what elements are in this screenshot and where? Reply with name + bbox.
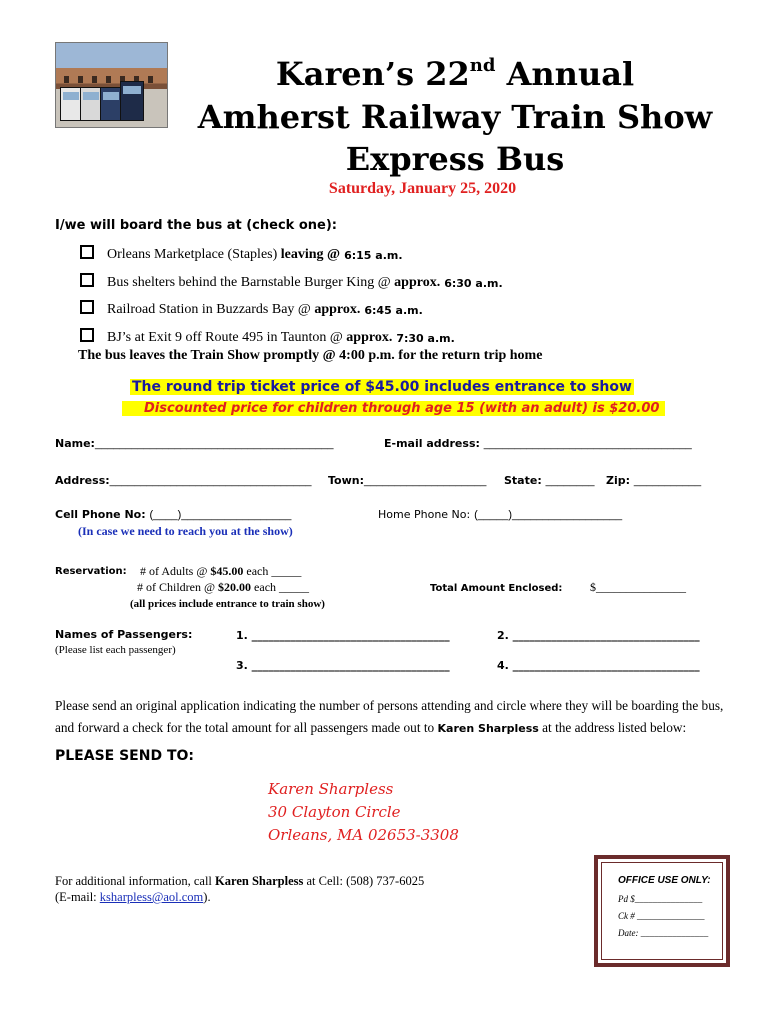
page-title-line3: Express Bus: [345, 140, 565, 178]
checkbox[interactable]: [80, 328, 94, 342]
send-to-heading: PLEASE SEND TO:: [55, 748, 195, 764]
return-note: The bus leaves the Train Show promptly @ 4:00 p.m. for the return trip home: [78, 348, 543, 363]
state-field[interactable]: State: ________: [504, 474, 595, 487]
option-text: Orleans Marketplace (Staples): [107, 247, 278, 262]
adults-row[interactable]: # of Adults @ $45.00 each _____: [140, 564, 302, 578]
option-prefix: approx.: [346, 330, 393, 345]
home-phone-field[interactable]: Home Phone No: (_____)__________________: [378, 508, 623, 521]
photo-detail: [64, 76, 69, 83]
photo-detail: [148, 76, 153, 83]
option-prefix: approx.: [314, 302, 361, 317]
option-prefix: leaving @: [280, 247, 341, 262]
reservation-note: (all prices include entrance to train show): [130, 598, 325, 610]
photo-bus: [60, 87, 82, 121]
cell-note: (In case we need to reach you at the show): [78, 524, 293, 538]
children-row[interactable]: # of Children @ $20.00 each _____: [137, 580, 310, 594]
passengers-label: Names of Passengers:: [55, 628, 193, 641]
town-field[interactable]: Town:____________________: [328, 474, 487, 487]
event-date: Saturday, January 25, 2020: [328, 180, 517, 197]
round-trip-price: The round trip ticket price of $45.00 includes entrance to show: [132, 379, 632, 395]
discount-price: Discounted price for children through age 15 (with an adult) is $20.00: [122, 401, 665, 416]
boarding-option: [80, 302, 423, 318]
office-date: Date: _______________: [618, 928, 709, 938]
office-check: Ck # _______________: [618, 911, 705, 921]
office-paid: Pd $_______________: [618, 894, 703, 904]
passenger-line-1[interactable]: 1. ____________________________________: [236, 629, 450, 642]
checkbox[interactable]: [80, 300, 94, 314]
passenger-line-4[interactable]: 4. __________________________________: [497, 659, 700, 672]
boarding-heading: I/we will board the bus at (check one):: [55, 218, 337, 233]
photo-bus: [120, 81, 144, 121]
option-text: Railroad Station in Buzzards Bay @: [107, 302, 311, 317]
page-title-line2: Amherst Railway Train Show: [197, 98, 713, 136]
reservation-label: Reservation:: [55, 566, 127, 577]
photo-detail: [92, 76, 97, 83]
office-heading: OFFICE USE ONLY:: [618, 875, 711, 886]
checkbox[interactable]: [80, 245, 94, 259]
page-title: Karen’s 22nd Annual: [275, 55, 635, 93]
bus-photo: [55, 42, 168, 128]
address-street: 30 Clayton Circle: [268, 803, 401, 821]
option-prefix: approx.: [394, 275, 441, 290]
cell-phone-field[interactable]: Cell Phone No: (____)__________________: [55, 508, 292, 521]
boarding-option: [80, 275, 503, 291]
option-text: BJ’s at Exit 9 off Route 495 in Taunton @: [107, 330, 343, 345]
passenger-line-3[interactable]: 3. ____________________________________: [236, 659, 450, 672]
email-link[interactable]: ksharpless@aol.com: [99, 890, 204, 904]
passengers-sublabel: (Please list each passenger): [55, 644, 176, 656]
boarding-option: [80, 330, 455, 346]
instructions-line: and forward a check for the total amount for all passengers made out to Karen Sharpless at the address listed below:: [55, 720, 687, 735]
total-label: Total Amount Enclosed:: [430, 583, 563, 594]
email-field[interactable]: E-mail address: __________________________________: [384, 437, 692, 450]
address-name: Karen Sharpless: [268, 780, 394, 798]
passenger-line-2[interactable]: 2. __________________________________: [497, 629, 700, 642]
instructions-line: Please send an original application indicating the number of persons attending and circle where they will be boarding the bus,: [55, 698, 724, 713]
photo-bus: [100, 87, 122, 121]
photo-detail: [78, 76, 83, 83]
address-city: Orleans, MA 02653-3308: [268, 826, 459, 844]
boarding-option: [80, 247, 403, 263]
checkbox[interactable]: [80, 273, 94, 287]
name-field[interactable]: Name:_______________________________________: [55, 437, 334, 450]
photo-bus: [80, 87, 102, 121]
address-field[interactable]: Address:_________________________________: [55, 474, 312, 487]
instructions-paragraph: [55, 695, 735, 740]
option-text: Bus shelters behind the Barnstable Burger King @: [107, 275, 391, 290]
office-use-box: [594, 855, 730, 967]
zip-field[interactable]: Zip: ___________: [606, 474, 702, 487]
option-time: 6:45 a.m.: [364, 303, 423, 317]
option-time: 7:30 a.m.: [396, 331, 455, 345]
photo-detail: [106, 76, 111, 83]
contact-info: For additional information, call Karen Sharpless at Cell: (508) 737-6025 (E-mail: ksharpless@aol.com).: [55, 874, 425, 904]
total-field[interactable]: $_______________: [590, 580, 686, 594]
option-time: 6:15 a.m.: [344, 248, 403, 262]
option-time: 6:30 a.m.: [444, 276, 503, 290]
